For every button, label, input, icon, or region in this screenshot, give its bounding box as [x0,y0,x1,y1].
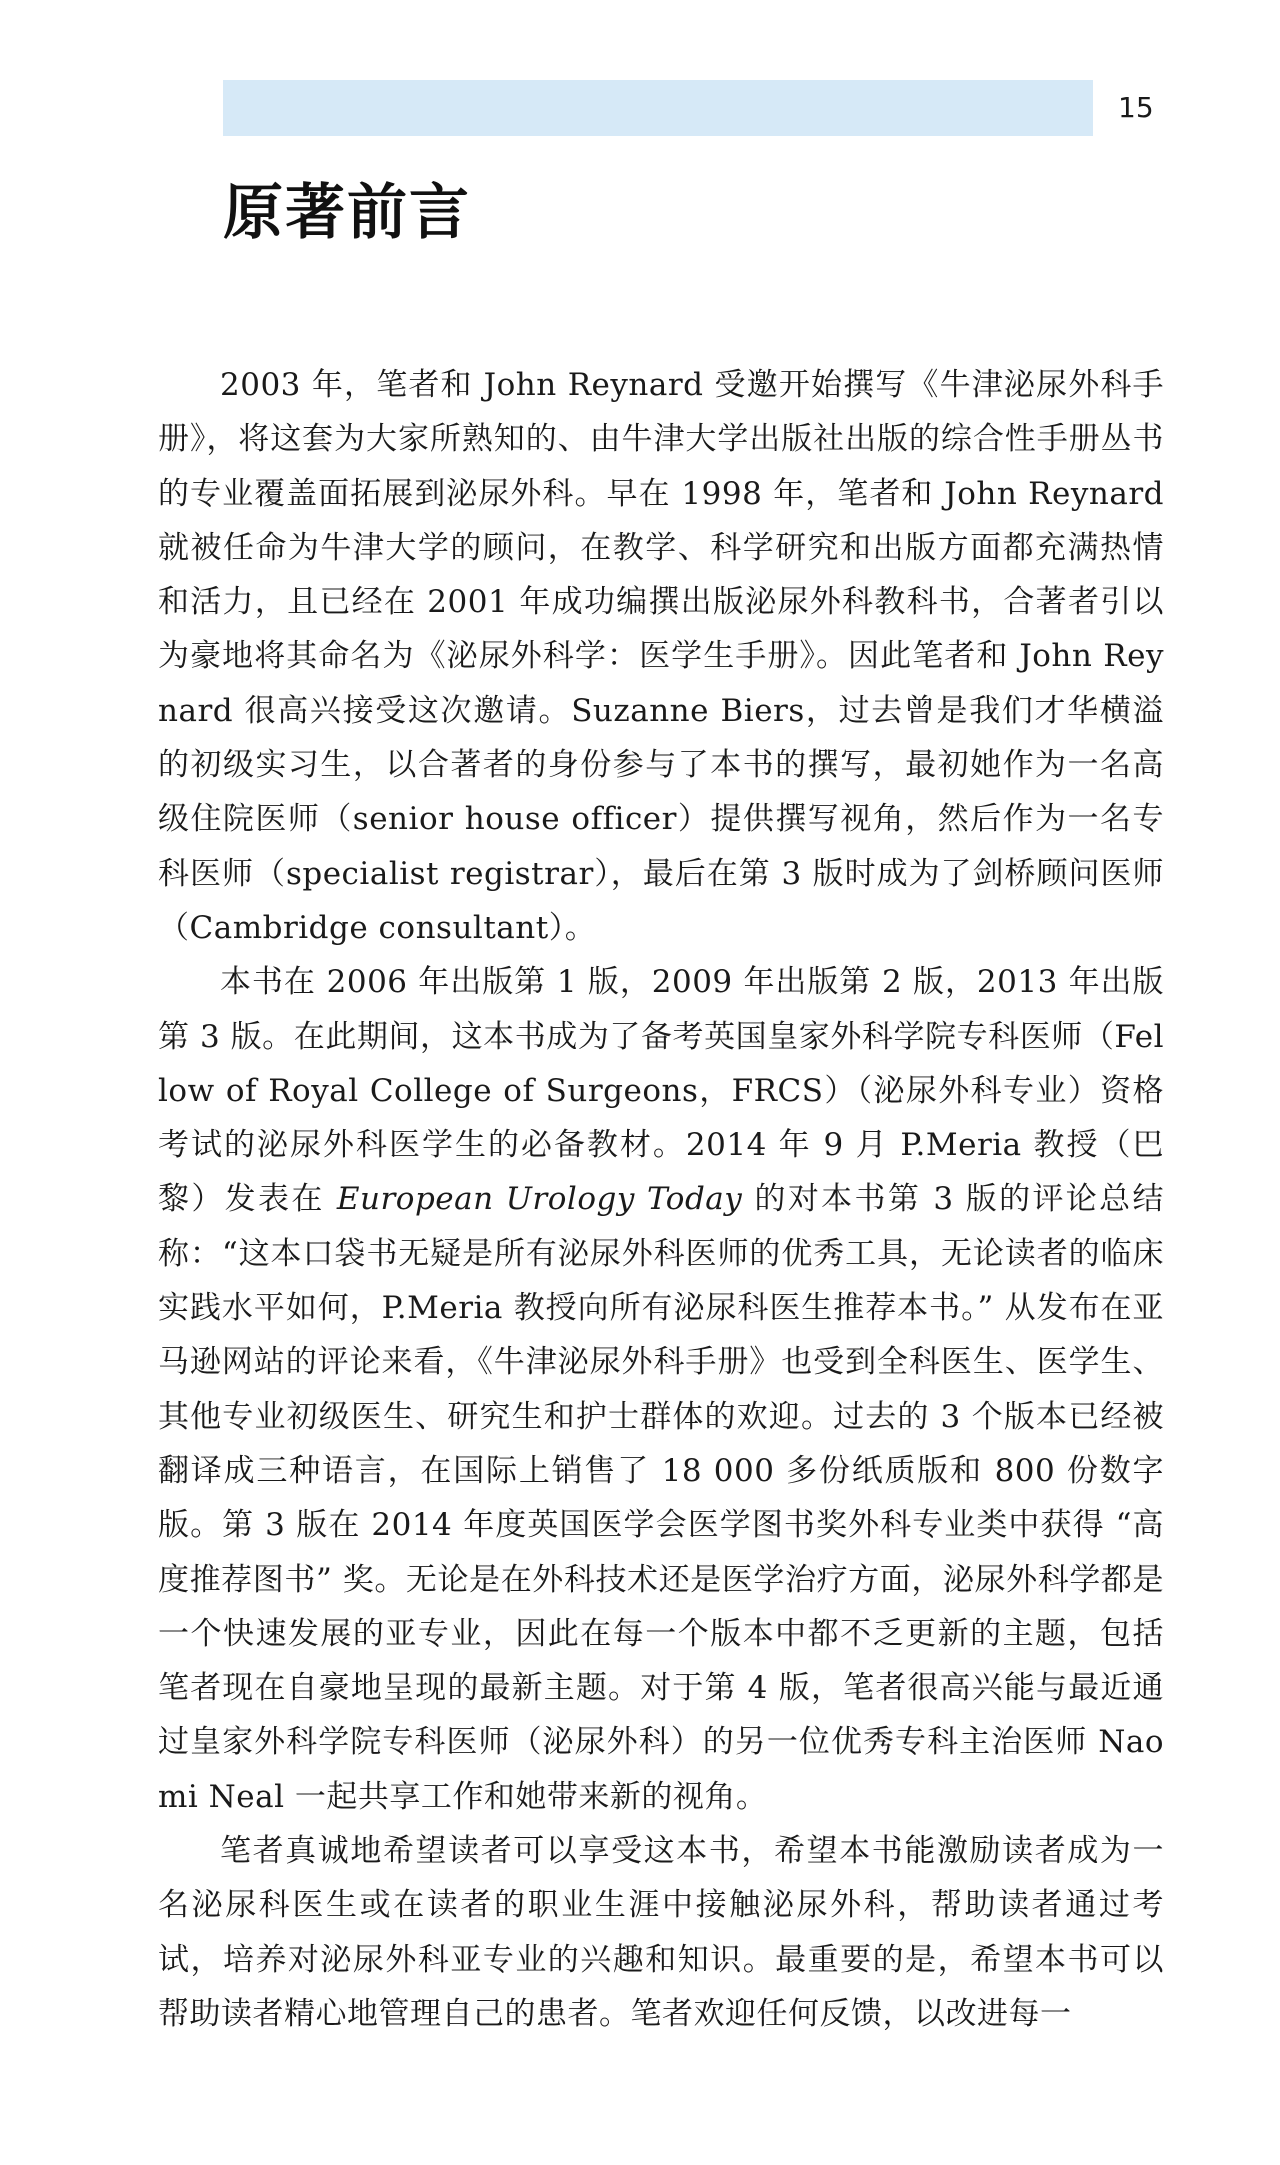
header-band [223,80,1093,136]
paragraph-2-rest: 的对本书第 3 版的评论总结称：“这本口袋书无疑是所有泌尿外科医师的优秀工具，无论读者的临床实践水平如何，P.Meria 教授向所有泌尿科医生推荐本书。” 从发布在亚马逊网站的评论来看，《牛津泌尿外科手册》也受到全科医生、医学生、其他专业初级医生、研究生和护士群体的欢迎。过去的 3 个版本已经被翻译成三种语言，在国际上销售了 18 000 多份纸质版和 800 份数字版。第 3 版在 2014 年度英国医学会医学图书奖外科专业类中获得 “高度推荐图书” 奖。无论是在外科技术还是医学治疗方面，泌尿外科学都是一个快速发展的亚专业，因此在每一个版本中都不乏更新的主题，包括笔者现在自豪地呈现的最新主题。对于第 4 版，笔者很高兴能与最近通过皇家外科学院专科医师（泌尿外科）的另一位优秀专科主治医师 Naomi Neal 一起共享工作和她带来新的视角。 [158,1181,1164,1815]
paragraph-2-lead: 本书在 2006 年出版第 1 版，2009 年出版第 2 版，2013 年出版第 3 版。在此期间，这本书成为了备考英国皇家外科学院专科医师（Fellow of Royal College of Surgeons，FRCS）（泌尿外科专业）资格考试的泌尿外科医学生的必备教材。2014 年 9 月 P.Meria 教授（巴黎）发表在 [158,964,1164,1218]
body-text [158,358,1164,2041]
paragraph-3: 笔者真诚地希望读者可以享受这本书，希望本书能激励读者成为一名泌尿科医生或在读者的职业生涯中接触泌尿外科，帮助读者通过考试，培养对泌尿外科亚专业的兴趣和知识。最重要的是，希望本书可以帮助读者精心地管理自己的患者。笔者欢迎任何反馈，以改进每一 [158,1833,1164,2032]
journal-title: European Urology Today [336,1181,743,1218]
paragraph-1: 2003 年，笔者和 John Reynard 受邀开始撰写《牛津泌尿外科手册》，将这套为大家所熟知的、由牛津大学出版社出版的综合性手册丛书的专业覆盖面拓展到泌尿外科。早在 1998 年，笔者和 John Reynard 就被任命为牛津大学的顾问，在教学、科学研究和出版方面都充满热情和活力，且已经在 2001 年成功编撰出版泌尿外科教科书，合著者引以为豪地将其命名为《泌尿外科学：医学生手册》。因此笔者和 John Reynard 很高兴接受这次邀请。Suzanne Biers，过去曾是我们才华横溢的初级实习生，以合著者的身份参与了本书的撰写，最初她作为一名高级住院医师（senior house officer）提供撰写视角，然后作为一名专科医师（specialist registrar），最后在第 3 版时成为了剑桥顾问医师（Cambridge consultant）。 [158,367,1164,946]
page-number: 15 [1118,91,1154,124]
chapter-title: 原著前言 [223,178,471,248]
paragraph-2 [158,955,1164,1824]
